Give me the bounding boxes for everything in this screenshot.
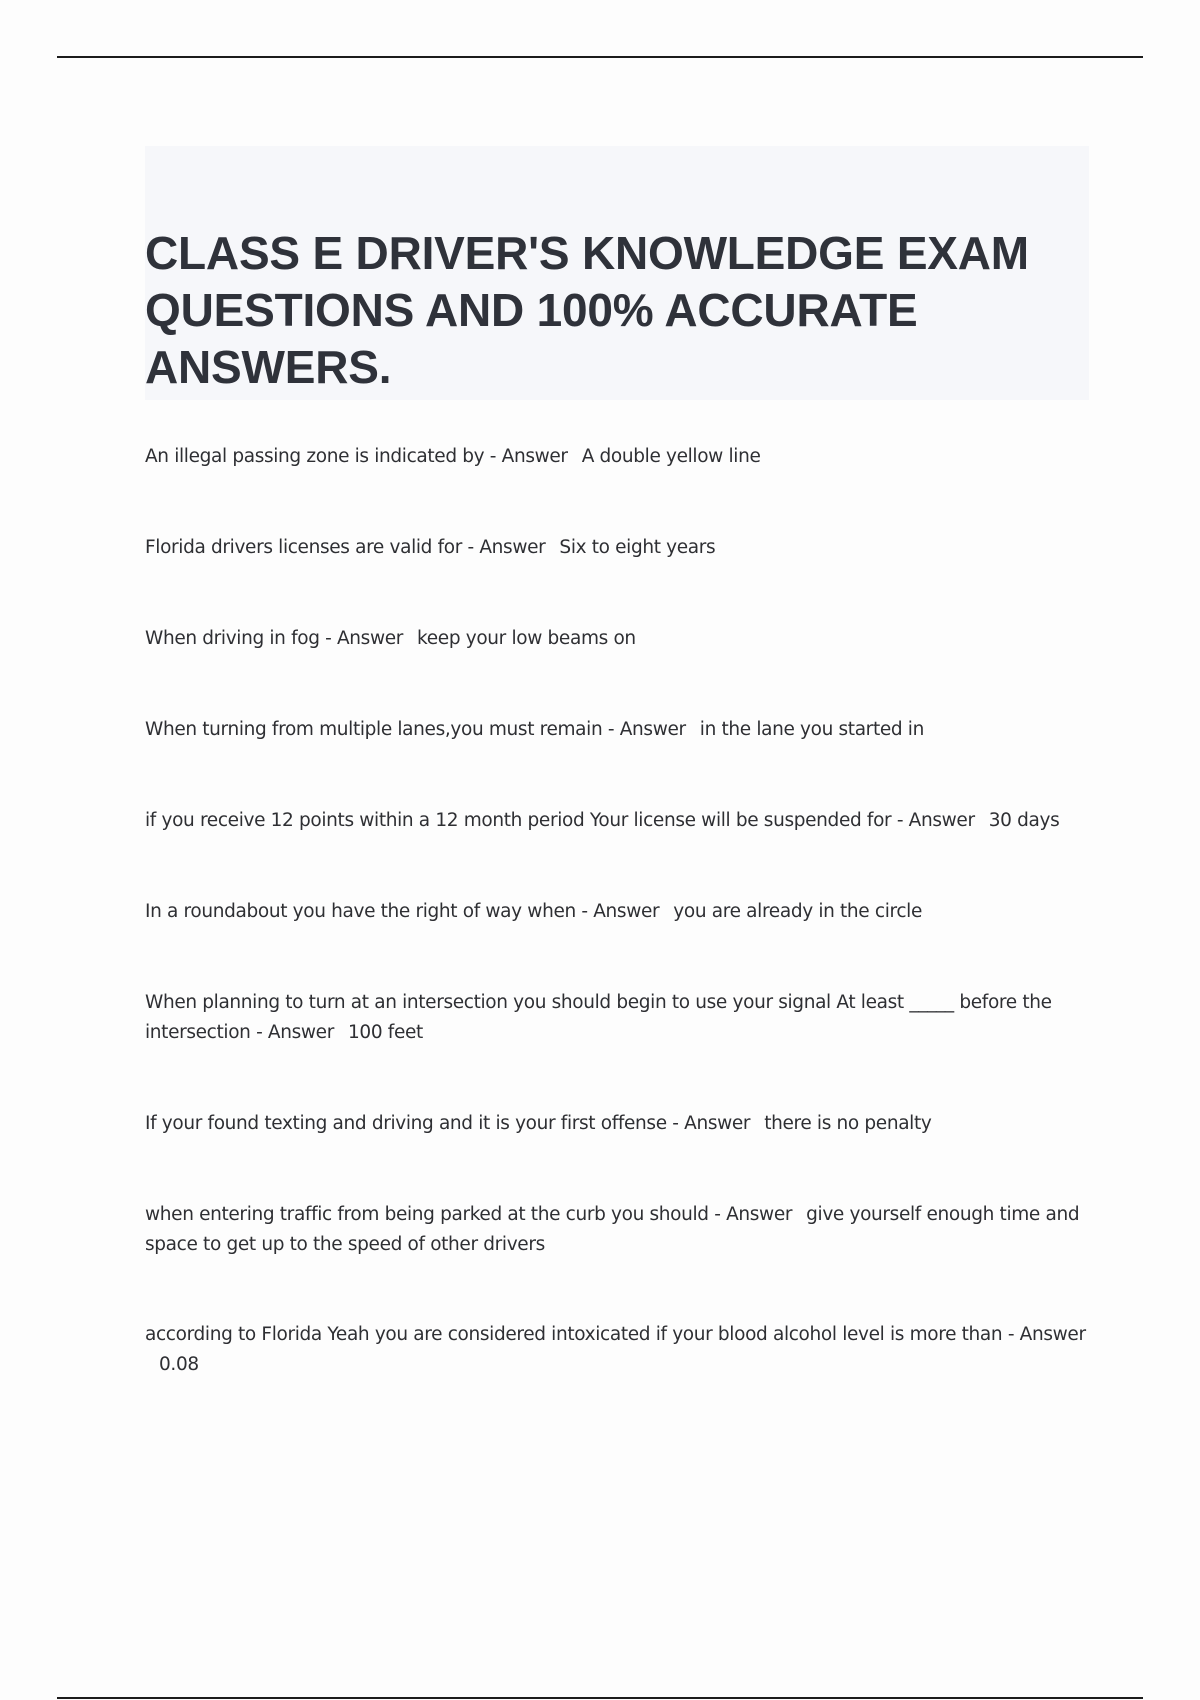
answer-marker: - Answer <box>607 719 686 740</box>
question-text: according to Florida Yeah you are considered intoxicated if your blood alcohol level is more than <box>145 1324 1003 1345</box>
bottom-rule <box>57 1697 1143 1699</box>
qa-item <box>145 988 1095 1048</box>
question-text: An illegal passing zone is indicated by <box>145 446 485 467</box>
answer-text: Six to eight years <box>559 537 716 558</box>
qa-item <box>145 897 1095 927</box>
answer-text: keep your low beams on <box>417 628 636 649</box>
qa-item <box>145 442 1095 472</box>
answer-text: in the lane you started in <box>699 719 924 740</box>
question-text: when entering traffic from being parked at the curb you should <box>145 1204 709 1225</box>
question-text: In a roundabout you have the right of way when <box>145 901 576 922</box>
answer-marker: - Answer <box>256 1022 334 1043</box>
qa-item <box>145 1109 1095 1139</box>
question-text: if you receive 12 points within a 12 month period Your license will be suspended for <box>145 810 892 831</box>
answer-marker: - Answer <box>1007 1324 1086 1345</box>
question-text: When driving in fog <box>145 628 320 649</box>
qa-item <box>145 533 1095 563</box>
answer-marker: - Answer <box>325 628 404 649</box>
answer-marker: - Answer <box>467 537 546 558</box>
question-text: When planning to turn at an intersection you should begin to use your signal At least _____ before the intersection <box>145 992 1052 1043</box>
top-rule <box>57 56 1143 58</box>
answer-text: give yourself enough time and space to get up to the speed of other drivers <box>145 1204 1080 1255</box>
answer-text: you are already in the circle <box>673 901 922 922</box>
answer-marker: - Answer <box>672 1113 751 1134</box>
question-text: Florida drivers licenses are valid for <box>145 537 462 558</box>
answer-text: 30 days <box>988 810 1060 831</box>
qa-item <box>145 1200 1095 1260</box>
qa-item <box>145 624 1095 654</box>
qa-item <box>145 715 1095 745</box>
qa-item <box>145 1320 1095 1380</box>
question-text: When turning from multiple lanes,you must remain <box>145 719 603 740</box>
answer-marker: - Answer <box>489 446 568 467</box>
title-banner <box>145 146 1089 400</box>
answer-text: 100 feet <box>347 1022 423 1043</box>
document-title: CLASS E DRIVER'S KNOWLEDGE EXAM QUESTIONS AND 100% ACCURATE ANSWERS. <box>145 227 1029 393</box>
answer-text: A double yellow line <box>581 446 761 467</box>
answer-text: there is no penalty <box>764 1113 932 1134</box>
qa-item <box>145 806 1095 836</box>
answer-marker: - Answer <box>896 810 975 831</box>
question-text: If your found texting and driving and it is your first offense <box>145 1113 667 1134</box>
answer-marker: - Answer <box>714 1204 793 1225</box>
answer-marker: - Answer <box>581 901 660 922</box>
answer-text: 0.08 <box>159 1354 199 1375</box>
